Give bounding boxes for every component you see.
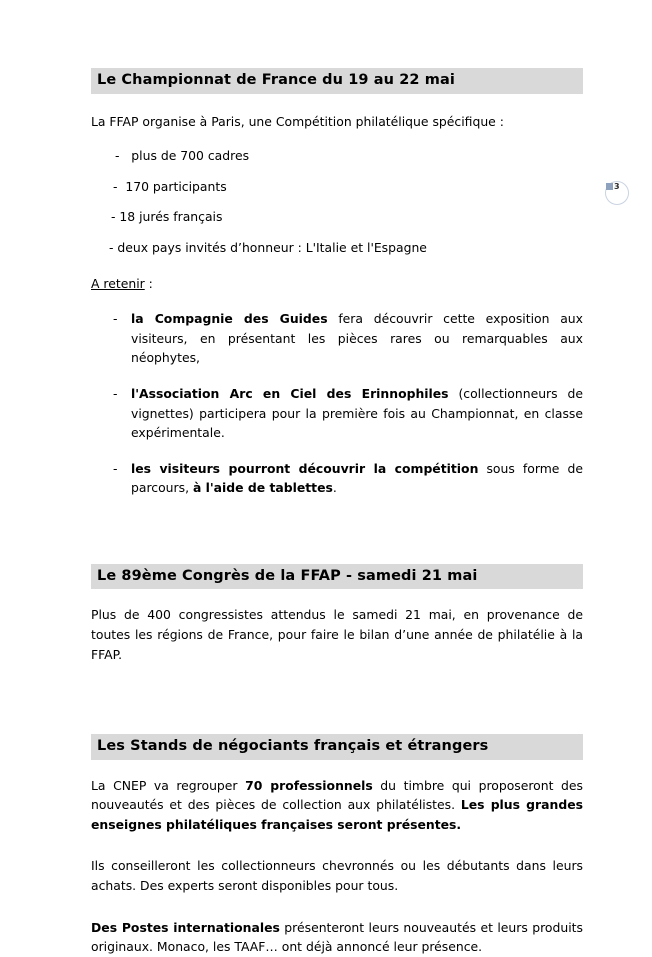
section-heading-championnat: Le Championnat de France du 19 au 22 mai <box>91 68 583 94</box>
list-dash: - <box>113 385 118 401</box>
spacer <box>91 834 583 856</box>
intro-paragraph-championnat: La FFAP organise à Paris, une Compétition philatélique spécifique : <box>91 113 504 129</box>
spacer <box>91 896 583 918</box>
spacer <box>91 443 583 459</box>
note-label-row <box>91 274 583 294</box>
detail-list-item <box>91 459 583 498</box>
spacer <box>91 589 583 605</box>
paragraph-stands-1-c: du timbre qui proposeront des nouveautés et des pièces de collection aux philatélistes. <box>91 777 583 813</box>
paragraph-stands-1-a: La CNEP va regrouper <box>91 777 246 793</box>
spacer <box>91 498 583 542</box>
paragraph-stands-1-d: Les plus grandes enseignes philatéliques françaises seront présentes. <box>91 797 583 832</box>
spacer <box>91 196 583 208</box>
detail-item-lead: la Compagnie des Guides <box>131 311 328 327</box>
list-item: - plus de 700 cadres <box>115 148 250 164</box>
list-item: - deux pays invités d’honneur : L'Italie et l'Espagne <box>109 239 427 255</box>
badge-marker-square <box>606 183 613 190</box>
spacer <box>91 760 583 776</box>
paragraph-stands-1-b: 70 professionnels <box>245 777 373 793</box>
detail-item-rest: (collectionneurs de vignettes) participera pour la première fois au Championnat, en classe expérimentale. <box>131 385 583 441</box>
page-number-label: 3 <box>614 182 620 191</box>
paragraph-stands-3-a: Des Postes internationales <box>91 919 280 935</box>
detail-item-rest: fera découvrir cette exposition aux visiteurs, en présentant les pièces rares ou remarquables aux néophytes, <box>131 311 583 366</box>
list-item: - 18 jurés français <box>111 209 223 225</box>
note-label-suffix: : <box>144 275 153 291</box>
paragraph-stands-3-b: présenteront leurs nouveautés et leurs produits originaux. Monaco, les TAAF… ont déjà annoncé leur présence. <box>91 919 583 955</box>
detail-item-mid: sous forme de parcours, <box>131 460 583 496</box>
page-number-badge <box>605 181 629 205</box>
spacer <box>91 664 583 708</box>
paragraph-stands-3 <box>91 918 583 957</box>
paragraph-congres: Plus de 400 congressistes attendus le samedi 21 mai, en provenance de toutes les régions de France, pour faire le bilan d’une année de philatélie à la FFAP. <box>91 607 583 662</box>
spacer <box>91 258 583 274</box>
list-dash: - <box>113 311 118 327</box>
spacer <box>91 94 583 112</box>
spacer <box>91 166 583 178</box>
list-item: - 170 participants <box>113 178 227 194</box>
detail-item-lead: l'Association Arc en Ciel des Erinnophiles <box>131 385 449 401</box>
paragraph-stands-2: Ils conseilleront les collectionneurs chevronnés ou les débutants dans leurs achats. Des experts seront disponibles pour tous. <box>91 858 583 894</box>
spacer <box>91 227 583 239</box>
spacer <box>91 368 583 384</box>
detail-list-item <box>91 309 583 368</box>
list-dash: - <box>113 460 118 476</box>
detail-item-tail-bold: à l'aide de tablettes <box>192 480 333 496</box>
section-heading-stands: Les Stands de négociants français et étrangers <box>91 734 583 760</box>
section-heading-congres: Le 89ème Congrès de la FFAP - samedi 21 mai <box>91 564 583 590</box>
document-content <box>91 68 583 957</box>
spacer <box>91 293 583 309</box>
spacer <box>91 542 583 564</box>
detail-item-lead: les visiteurs pourront découvrir la compétition <box>131 460 479 476</box>
paragraph-stands-1 <box>91 776 583 835</box>
note-label: A retenir <box>91 275 145 291</box>
spacer <box>91 131 583 147</box>
spacer <box>91 708 583 734</box>
detail-item-tail: . <box>332 480 337 496</box>
detail-list-item <box>91 384 583 443</box>
